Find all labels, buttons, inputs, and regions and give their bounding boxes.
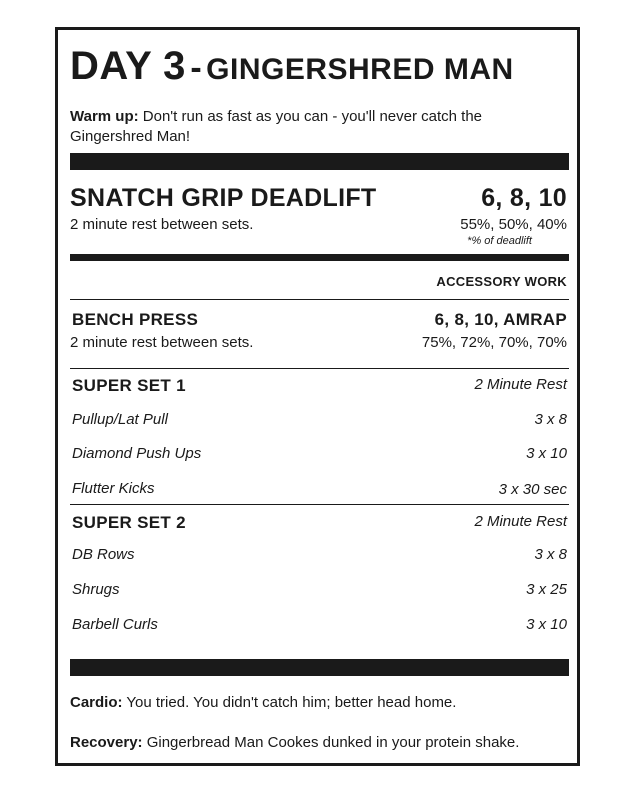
- rule-bench: [70, 368, 569, 369]
- superset2-rest: 2 Minute Rest: [474, 513, 567, 530]
- superset2-exercise: DB Rows: [72, 546, 135, 563]
- bench-reps: 6, 8, 10, AMRAP: [434, 310, 567, 329]
- cardio-text: You tried. You didn't catch him; better head home.: [126, 694, 457, 711]
- title-dash: -: [190, 49, 202, 87]
- superset1-exercise: Flutter Kicks: [72, 480, 155, 497]
- superset1-sets: 3 x 8: [534, 411, 567, 428]
- superset2-exercise: Barbell Curls: [72, 616, 158, 633]
- divider-bar-bottom: [70, 659, 569, 676]
- cardio-section: [70, 693, 456, 713]
- cardio-label: Cardio:: [70, 694, 123, 711]
- recovery-section: [70, 733, 519, 753]
- superset1-exercise: Diamond Push Ups: [72, 445, 202, 462]
- rule-accessory: [70, 299, 569, 300]
- superset1-exercise: Pullup/Lat Pull: [72, 411, 168, 428]
- superset2-exercise: Shrugs: [72, 581, 120, 598]
- superset2-name: SUPER SET 2: [72, 513, 186, 532]
- superset2-sets: 3 x 8: [534, 546, 567, 563]
- warmup-text-line1: Don't run as fast as you can - you'll never catch the: [142, 108, 483, 125]
- divider-bar-mid: [70, 254, 569, 261]
- title-day: DAY 3: [70, 44, 186, 88]
- bench-percentages: 75%, 72%, 70%, 70%: [421, 334, 567, 351]
- recovery-label: Recovery:: [70, 734, 143, 751]
- accessory-heading: ACCESSORY WORK: [436, 274, 567, 289]
- superset1-sets: 3 x 30 sec: [498, 481, 567, 498]
- warmup-section: [70, 107, 570, 147]
- main-lift-reps: 6, 8, 10: [481, 184, 567, 212]
- superset1-name: SUPER SET 1: [72, 376, 186, 395]
- recovery-text: Gingerbread Man Cookes dunked in your protein shake.: [146, 734, 520, 751]
- superset1-rest: 2 Minute Rest: [474, 376, 567, 393]
- bench-rest: 2 minute rest between sets.: [70, 334, 254, 351]
- main-lift-percentages: 55%, 50%, 40%: [460, 216, 567, 233]
- rule-superset1: [70, 504, 569, 505]
- bench-name: BENCH PRESS: [72, 310, 199, 329]
- divider-bar-top: [70, 153, 569, 170]
- main-lift-name: SNATCH GRIP DEADLIFT: [70, 184, 377, 212]
- warmup-text-line2: Gingershred Man!: [70, 128, 191, 145]
- superset1-sets: 3 x 10: [526, 445, 567, 462]
- main-lift-rest: 2 minute rest between sets.: [70, 216, 254, 233]
- main-lift-note: *% of deadlift: [467, 235, 532, 247]
- superset2-sets: 3 x 10: [526, 616, 567, 633]
- page-title: [70, 44, 514, 89]
- title-name: GINGERSHRED MAN: [206, 53, 514, 86]
- warmup-label: Warm up:: [70, 108, 139, 125]
- superset2-sets: 3 x 25: [526, 581, 567, 598]
